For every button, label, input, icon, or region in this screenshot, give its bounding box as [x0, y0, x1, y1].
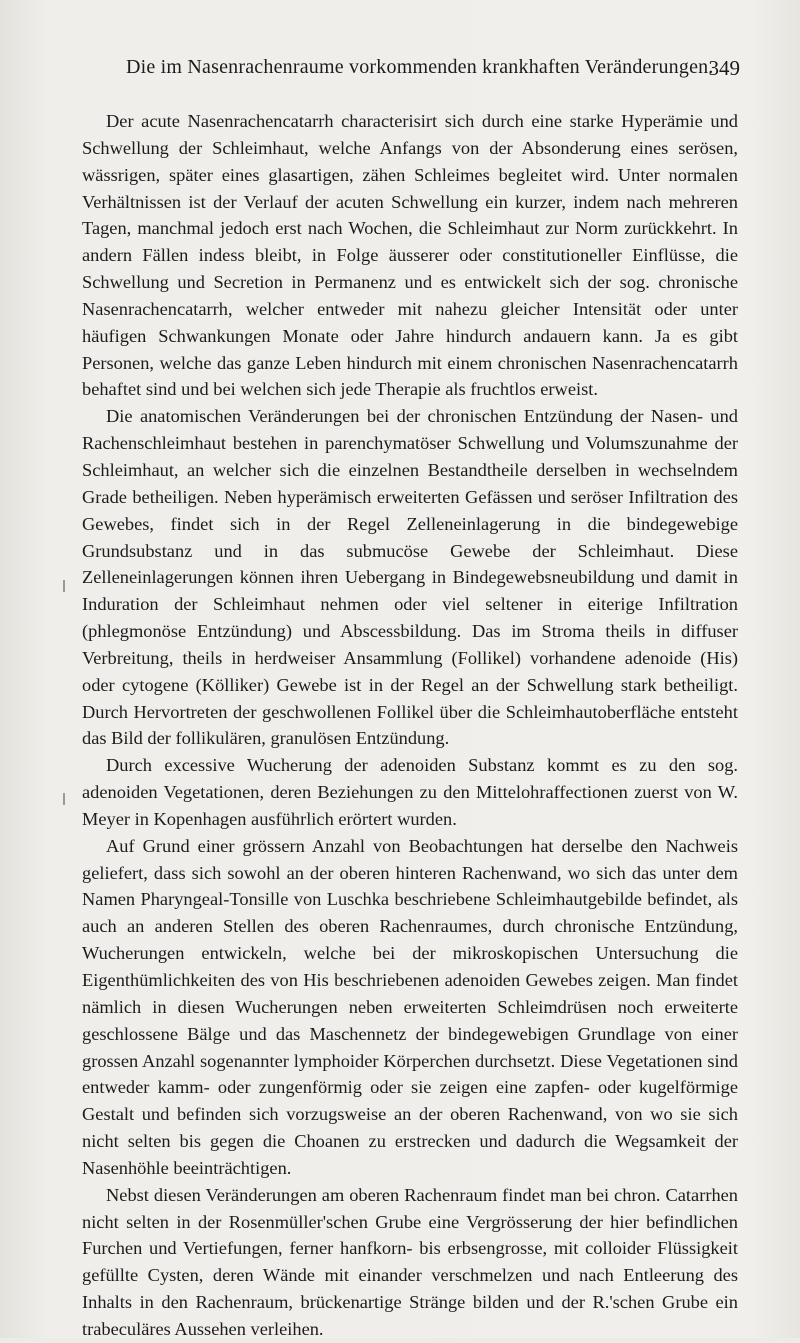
running-title: Die im Nasenrachenraume vorkommenden krankhaften Veränderungen. [126, 56, 714, 78]
margin-mark [63, 580, 65, 592]
paragraph-adenoid-vegetations: Durch excessive Wucherung der adenoiden Substanz kommt es zu den sog. adenoiden Vegetationen, deren Beziehungen zu den Mittelohraffectionen zuerst von W. Meyer in Kopenhagen ausführlich erörtert wurden. [82, 755, 738, 829]
page-number: 349 [708, 56, 740, 80]
paragraph-acute-catarrh: Der acute Nasenrachencatarrh characterisirt sich durch eine starke Hyperämie und Schwellung der Schleimhaut, welche Anfangs von der Absonderung eines serösen, wässrigen, später eines glasartigen, zähen Schleimes begleitet wird. Unter normalen Verhältnissen ist der Verlauf der acuten Schwellung ein kurzer, indem nach mehreren Tagen, manchmal jedoch erst nach Wochen, die Schleimhaut zur Norm zurückkehrt. In andern Fällen indess bleibt, in Folge äusserer oder constitutioneller Einflüsse, die Schwellung und Secretion in Permanenz und es entwickelt sich der sog. chronische Nasenrachencatarrh, welcher entweder mit nahezu gleicher Intensität oder unter häufigen Schwankungen Monate oder Jahre hindurch andauern kann. Ja es gibt Personen, welche das ganze Leben hindurch mit einem chronischen Nasenrachencatarrh behaftet sind und bei welchen sich jede Therapie als fruchtlos erweist. [82, 111, 738, 400]
paragraph-anatomical-changes: Die anatomischen Veränderungen bei der chronischen Entzündung der Nasen- und Rachenschleimhaut bestehen in parenchymatöser Schwellung und Volumszunahme der Schleimhaut, an welcher sich die einzelnen Bestandtheile derselben in wechselndem Grade betheiligen. Neben hyperämisch erweiterten Gefässen und seröser Infiltration des Gewebes, findet sich in der Regel Zelleneinlagerung in die bindegewebige Grundsubstanz und in das submucöse Gewebe der Schleimhaut. Diese Zelleneinlagerungen können ihren Uebergang in Bindegewebsneubildung und damit in Induration der Schleimhaut nehmen oder viel seltener in eiterige Infiltration (phlegmonöse Entzündung) und Abscessbildung. Das im Stroma theils in diffuser Verbreitung, theils in herdweiser Ansammlung (Follikel) vorhandene adenoide (His) oder cytogene (Kölliker) Gewebe ist in der Regel an der Schwellung stark betheiligt. Durch Hervortreten der geschwollenen Follikel über die Schleimhautoberfläche entsteht das Bild der follikulären, granulösen Entzündung. [82, 406, 738, 749]
paragraph-rosenmueller-fossa: Nebst diesen Veränderungen am oberen Rachenraum findet man bei chron. Catarrhen nicht selten in der Rosenmüller'schen Grube eine Vergrösserung der hier befindlichen Furchen und Vertiefungen, ferner hanfkorn- bis erbsengrosse, mit colloider Flüssigkeit gefüllte Cysten, deren Wände mit einander verschmelzen und nach Entleerung des Inhalts in den Rachenraum, brückenartige Stränge bilden und der R.'schen Grube ein trabeculäres Aussehen verleihen. [82, 1184, 738, 1339]
page-header [126, 56, 740, 90]
margin-mark [63, 793, 65, 805]
body-text [82, 108, 738, 1343]
paragraph-meyer-findings: Auf Grund einer grössern Anzahl von Beobachtungen hat derselbe den Nachweis geliefert, dass sich sowohl an der oberen hinteren Rachenwand, wo sich das unter dem Namen Pharyngeal-Tonsille von Luschka beschriebene Schleimhautgebilde befindet, als auch an anderen Stellen des oberen Rachenraumes, durch chronische Entzündung, Wucherungen entwickeln, welche bei der mikroskopischen Untersuchung die Eigenthümlichkeiten des von His beschriebenen adenoiden Gewebes zeigen. Man findet nämlich in diesen Wucherungen neben erweiterten Schleimdrüsen noch erweiterte geschlossene Bälge und das Maschennetz der bindegewebigen Grundlage von einer grossen Anzahl sogenannter lymphoider Körperchen durchsetzt. Diese Vegetationen sind entweder kamm- oder zungenförmig oder sie zeigen eine zapfen- oder kugelförmige Gestalt und befinden sich vorzugsweise an der oberen Rachenwand, von wo sie sich nicht selten bis gegen die Choanen zu erstrecken und dadurch die Wegsamkeit der Nasenhöhle beeinträchtigen. [82, 835, 738, 1178]
